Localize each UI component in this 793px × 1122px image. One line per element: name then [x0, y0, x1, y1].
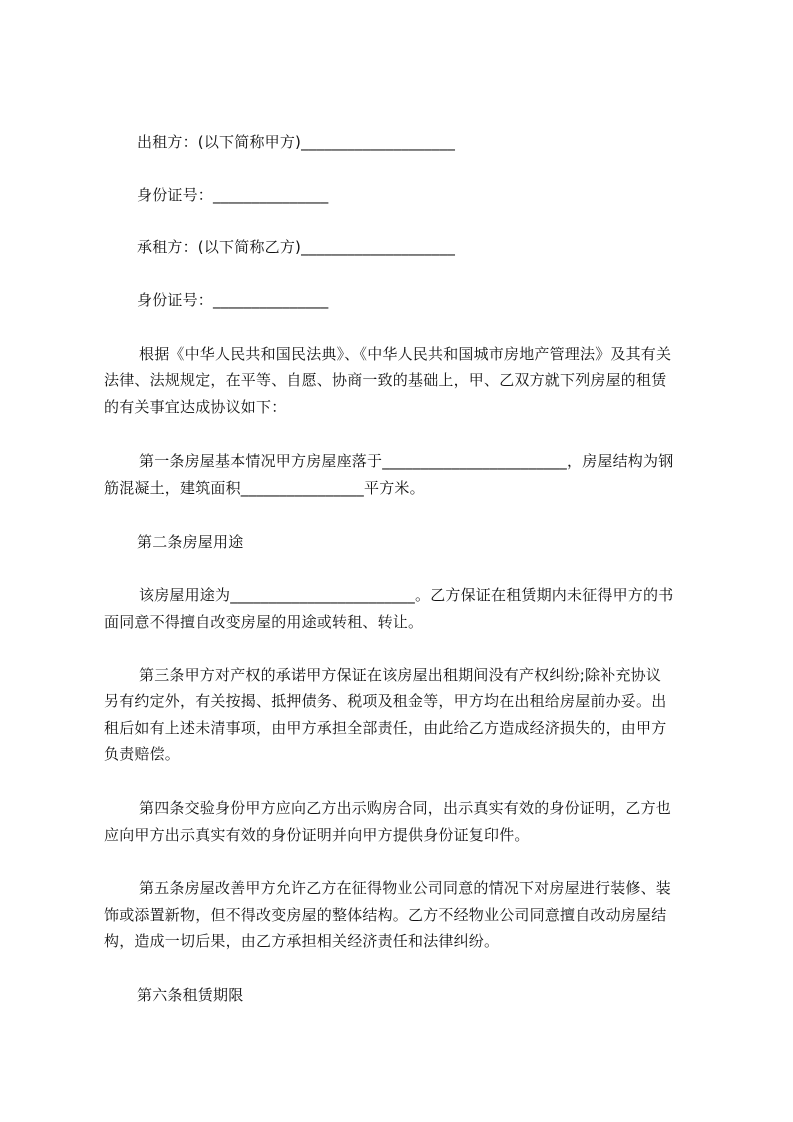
article2-title: 第二条房屋用途: [137, 533, 244, 551]
lessor-id-line: 身份证号：_______________: [137, 186, 329, 204]
article2-line-2: 面同意不得擅自改变房屋的用途或转租、转让。: [104, 613, 424, 631]
article4-line-2: 应向甲方出示真实有效的身份证明并向甲方提供身份证复印件。: [104, 826, 530, 844]
article3-line-1: 第三条甲方对产权的承诺甲方保证在该房屋出租期间没有产权纠纷;除补充协议: [139, 666, 662, 684]
intro-line-2: 法律、法规规定，在平等、自愿、协商一致的基础上，甲、乙双方就下列房屋的租赁: [104, 371, 667, 389]
intro-line-1: 根据《中华人民共和国民法典》、《中华人民共和国城市房地产管理法》及其有关: [139, 345, 672, 363]
article3-line-2: 另有约定外，有关按揭、抵押债务、税项及租金等，甲方均在出租给房屋前办妥。出: [104, 692, 667, 710]
article3-line-4: 负责赔偿。: [104, 745, 181, 763]
article5-line-1: 第五条房屋改善甲方允许乙方在征得物业公司同意的情况下对房屋进行装修、装: [139, 879, 672, 897]
article4-line-1: 第四条交验身份甲方应向乙方出示购房合同，出示真实有效的身份证明，乙方也: [139, 799, 672, 817]
lessor-line: 出租方：(以下简称甲方)____________________: [137, 133, 456, 151]
lessee-id-line: 身份证号：_______________: [137, 291, 329, 309]
article3-line-3: 租后如有上述未清事项，由甲方承担全部责任，由此给乙方造成经济损失的，由甲方: [104, 719, 667, 737]
lessee-line: 承租方：(以下简称乙方)____________________: [137, 238, 456, 256]
article5-line-3: 构，造成一切后果，由乙方承担相关经济责任和法律纠纷。: [104, 932, 500, 950]
intro-line-3: 的有关事宜达成协议如下：: [104, 398, 287, 416]
article1-line-2: 筋混凝土，建筑面积________________平方米。: [104, 479, 425, 497]
article6-title: 第六条租赁期限: [137, 986, 244, 1004]
article1-line-1: 第一条房屋基本情况甲方房屋座落于________________________，房屋结构为钢: [139, 452, 674, 470]
article2-line-1: 该房屋用途为________________________。乙方保证在租赁期内未征得甲方的书: [139, 586, 674, 604]
article5-line-2: 饰或添置新物，但不得改变房屋的整体结构。乙方不经物业公司同意擅自改动房屋结: [104, 906, 667, 924]
